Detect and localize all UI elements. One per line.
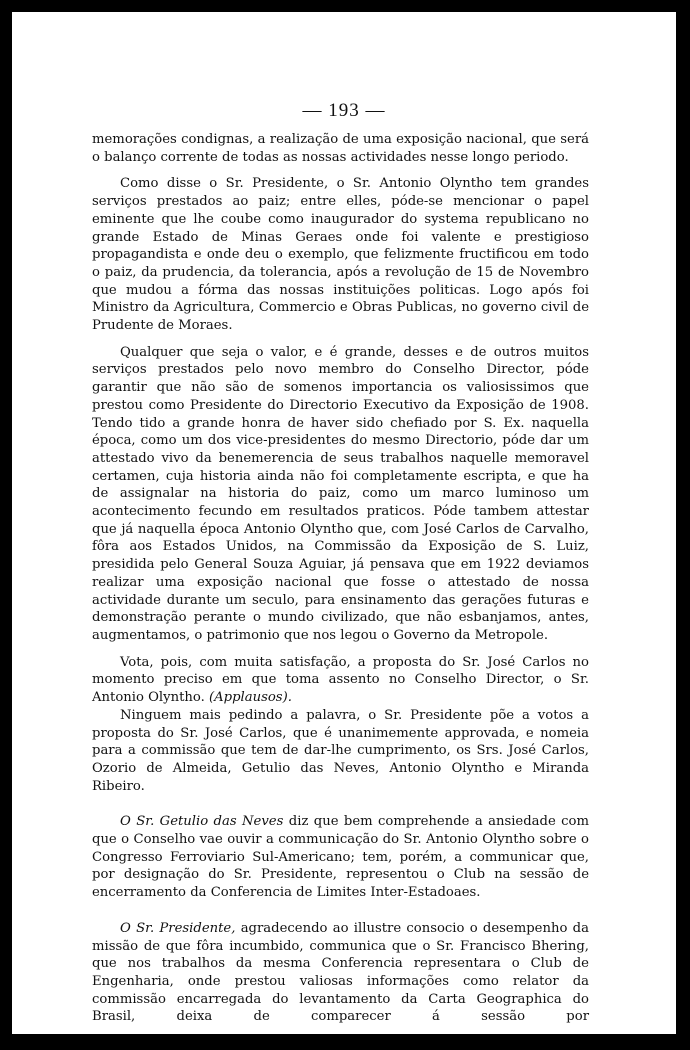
paragraph-7-speaker: O Sr. Presidente,: [120, 920, 236, 936]
paragraph-3: [92, 344, 589, 645]
paragraph-2-text: Como disse o Sr. Presidente, o Sr. Antonio Olyntho tem grandes serviços prestados ao paiz; entre elles, póde-se mencionar o papel eminente que lhe coube como inaugurador do systema republicano no grande Estado de Minas Geraes onde foi valente e prestigioso propagandista e onde deu o exemplo, que felizmente fructificou em todo o paiz, da prudencia, da tolerancia, após a revolução de 15 de Novembro que mudou a fórma das nossas instituições politicas. Logo após foi Ministro da Agricultura, Commercio e Obras Publicas, no governo civil de Prudente de Moraes.: [92, 176, 589, 334]
paragraph-4-text: Vota, pois, com muita satisfação, a proposta do Sr. José Carlos no momento preciso em que toma assento no Conselho Director, o Sr. Antonio Olyntho.: [92, 654, 589, 706]
document-page: [12, 12, 676, 1034]
paragraph-4: [92, 654, 589, 707]
paragraph-2: [92, 175, 589, 334]
paragraph-1-text: memorações condignas, a realização de uma exposição nacional, que será o balanço corrente de todas as nossas actividades nesse longo periodo.: [92, 132, 589, 165]
paragraph-6-text: diz que bem comprehende a ansiedade com que o Conselho vae ouvir a communicação do Sr. Antonio Olyntho sobre o Congresso Ferroviario Sul-Americano; tem, porém, a communicar que, por designação do Sr. Presidente, representou o Club na sessão de encerramento da Conferencia de Limites Inter-Estadoaes.: [92, 814, 589, 901]
paragraph-5-text: Ninguem mais pedindo a palavra, o Sr. Presidente põe a votos a proposta do Sr. José Carlos, que é unanimemente approvada, e nomeia para a commissão que tem de dar-lhe cumprimento, os Srs. José Carlos, Ozorio de Almeida, Getulio das Neves, Antonio Olyntho e Miranda Ribeiro.: [92, 707, 589, 794]
paragraph-7-text: agradecendo ao illustre consocio o desempenho da missão de que fôra incumbido, communica que o Sr. Francisco Bhering, que nos trabalhos da mesma Conferencia representara o Club de Engenharia, onde prestou valiosas informações como relator da commissão encarregada do levantamento da Carta Geographica do Brasil, deixa de comparecer á sessão por: [92, 920, 589, 1025]
page-number: — 193 —: [302, 100, 386, 121]
body-text: [92, 131, 589, 1026]
paragraph-1: [92, 131, 589, 166]
applause-note: (Applausos).: [208, 690, 292, 706]
paragraph-6-speaker: O Sr. Getulio das Neves: [120, 814, 284, 830]
paragraph-6: [92, 813, 589, 902]
paragraph-3-text: Qualquer que seja o valor, e é grande, desses e de outros muitos serviços prestados pelo novo membro do Conselho Director, póde garantir que não são de somenos importancia os valiosissimos que prestou como Presidente do Directorio Executivo da Exposição de 1908. Tendo tido a grande honra de haver sido chefiado por S. Ex. naquella época, como um dos vice-presidentes do mesmo Directorio, póde dar um attestado vivo da benemerencia de seus trabalhos naquelle memoravel certamen, cuja historia ainda não foi completamente escripta, e que ha de assignalar na historia do paiz, como um marco luminoso um acontecimento fecundo em resultados praticos. Póde tambem attestar que já naquella época Antonio Olyntho que, com José Carlos de Carvalho, fôra aos Estados Unidos, na Commissão da Exposição de S. Luiz, presidida pelo General Souza Aguiar, já pensava que em 1922 deviamos realizar uma exposição nacional que fosse o attestado de nossa actividade durante um seculo, para ensinamento das gerações futuras e demonstração perante o mundo civilizado, que não esbanjamos, antes, augmentamos, o patrimonio que nos legou o Governo da Metropole.: [92, 344, 589, 643]
paragraph-7: [92, 920, 589, 1026]
paragraph-5: [92, 707, 589, 796]
